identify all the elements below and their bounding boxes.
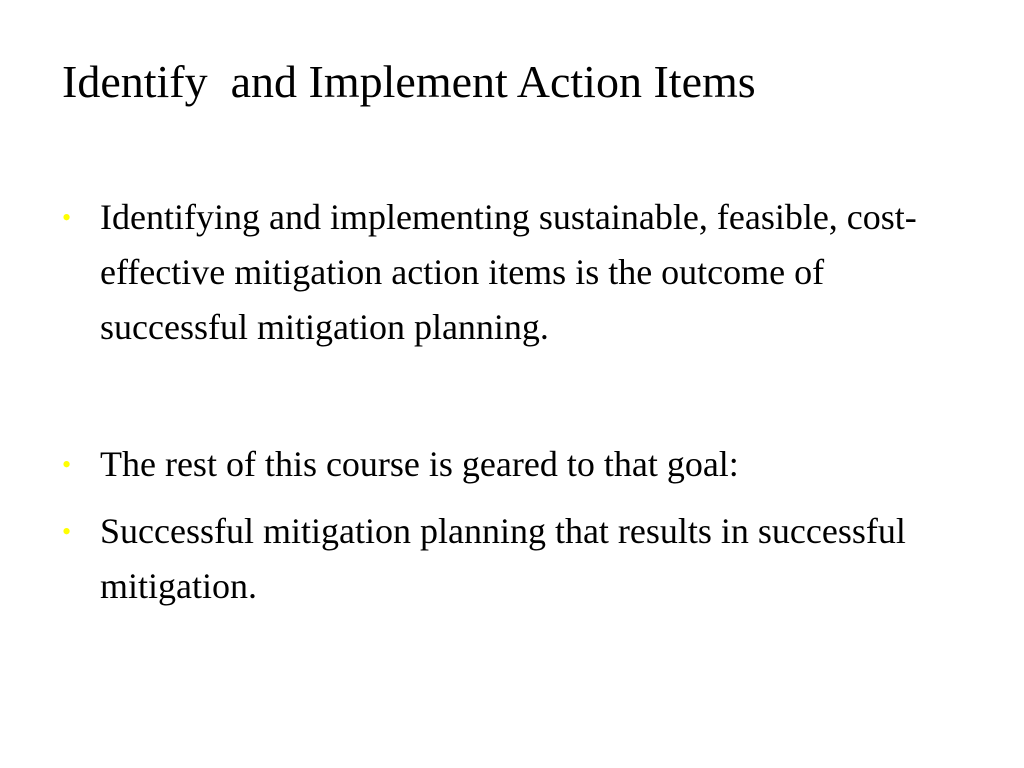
bullet-text: Successful mitigation planning that results in successful mitigation. bbox=[100, 511, 906, 606]
bullet-icon: • bbox=[62, 517, 72, 546]
bullet-item bbox=[62, 504, 960, 614]
bullet-item bbox=[62, 437, 962, 492]
bullet-icon: • bbox=[62, 203, 72, 232]
bullet-item bbox=[62, 190, 960, 355]
bullet-text: The rest of this course is geared to that goal: bbox=[100, 444, 739, 484]
slide-title: Identify and Implement Action Items bbox=[62, 56, 756, 107]
bullet-icon: • bbox=[62, 450, 72, 479]
bullet-list bbox=[62, 190, 962, 614]
bullet-text: Identifying and implementing sustainable, feasible, cost-effective mitigation action items is the outcome of successful mitigation planning. bbox=[100, 197, 917, 347]
